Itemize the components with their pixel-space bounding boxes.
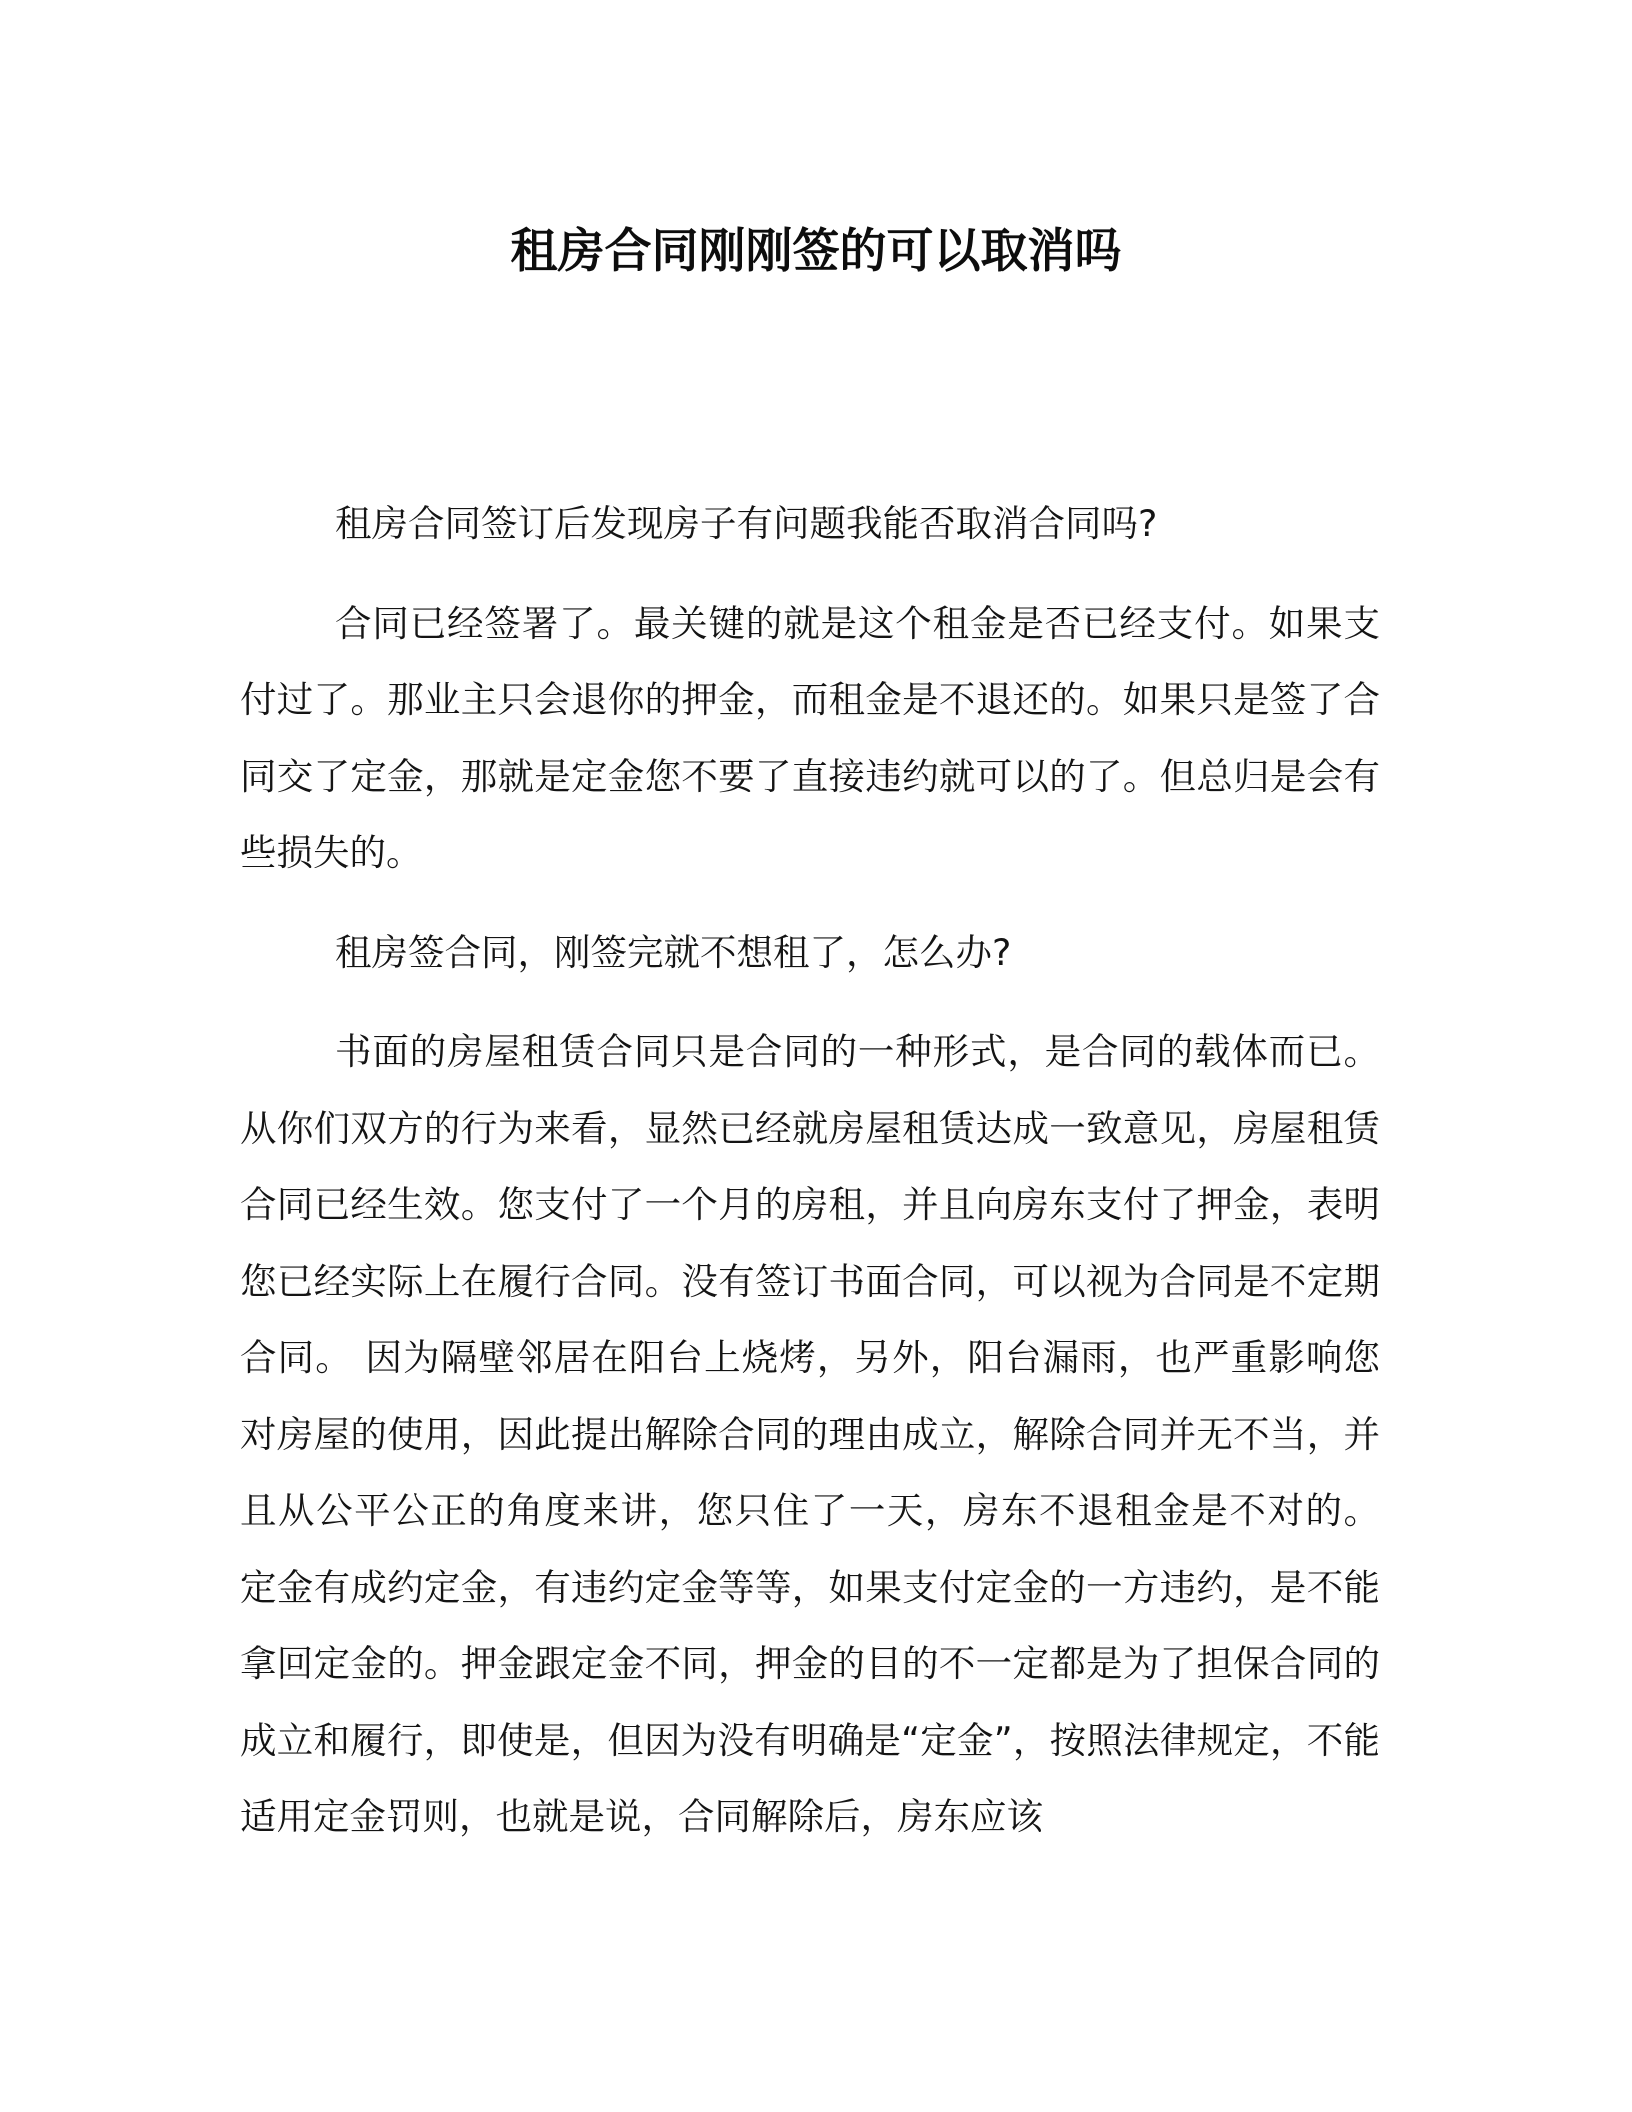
paragraph-question-1: 租房合同签订后发现房子有问题我能否取消合同吗? [335, 502, 1158, 545]
document-body [240, 486, 1380, 1856]
paragraph-answer-2: 书面的房屋租赁合同只是合同的一种形式，是合同的载体而已。从你们双方的行为来看，显然已经就房屋租赁达成一致意见，房屋租赁合同已经生效。您支付了一个月的房租，并且向房东支付了押金，表明您已经实际上在履行合同。没有签订书面合同，可以视为合同是不定期合同。 因为隔壁邻居在阳台上烧烤，另外，阳台漏雨，也严重影响您对房屋的使用，因此提出解除合同的理由成立，解除合同并无不当，并且从公平公正的角度来讲，您只住了一天，房东不退租金是不对的。 定金有成约定金，有违约定金等等，如果支付定金的一方违约，是不能拿回定金的。押金跟定金不同，押金的目的不一定都是为了担保合同的成立和履行，即使是，但因为没有明确是“定金”，按照法律规定，不能适用定金罚则，也就是说，合同解除后，房东应该 [240, 1030, 1380, 1838]
paragraph-question-2: 租房签合同，刚签完就不想租了，怎么办? [335, 930, 1012, 974]
paragraph-answer-1: 合同已经签署了。最关键的就是这个租金是否已经支付。如果支付过了。那业主只会退你的押金，而租金是不退还的。如果只是签了合同交了定金，那就是定金您不要了直接违约就可以的了。但总归是会有些损失的。 [240, 601, 1380, 874]
document-title: 租房合同刚刚签的可以取消吗 [510, 224, 1122, 279]
